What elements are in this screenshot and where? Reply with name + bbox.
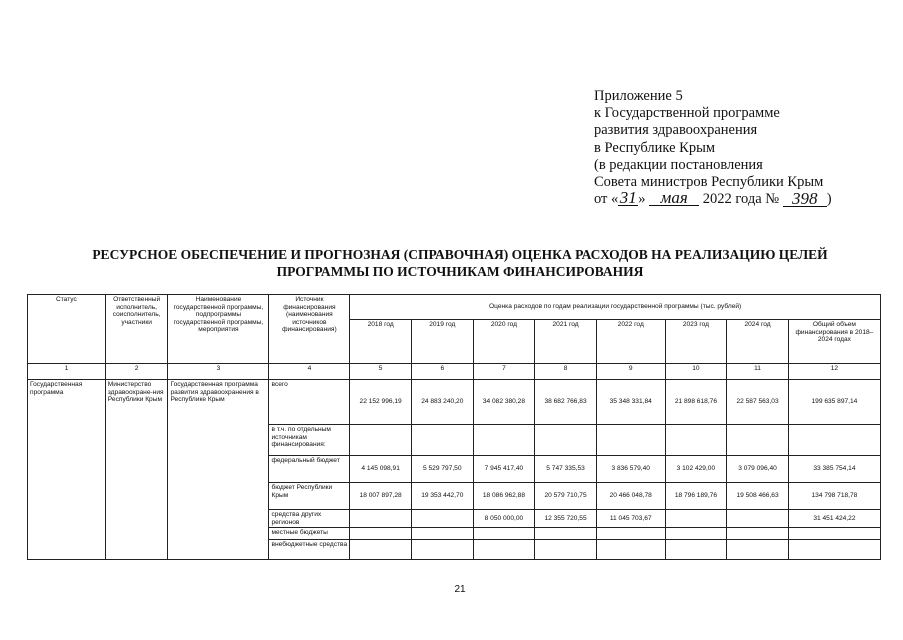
value-cell <box>411 528 473 540</box>
value-cell: 199 635 897,14 <box>788 380 880 425</box>
header-status: Статус <box>28 295 106 364</box>
value-cell <box>411 425 473 456</box>
header-line: к Государственной программе <box>594 105 780 122</box>
value-cell <box>411 510 473 528</box>
source-cell: средства других регионов <box>269 510 350 528</box>
value-cell: 134 798 718,78 <box>788 483 880 510</box>
column-index: 1 <box>28 364 106 380</box>
value-cell <box>350 425 412 456</box>
value-cell <box>788 528 880 540</box>
value-cell: 18 086 962,88 <box>473 483 535 510</box>
column-index: 4 <box>269 364 350 380</box>
source-cell: местные бюджеты <box>269 528 350 540</box>
table-header-row <box>28 295 881 320</box>
header-source: Источник финансирования (наименования источников финансирования) <box>269 295 350 364</box>
value-cell: 7 945 417,40 <box>473 456 535 483</box>
value-cell: 24 883 240,20 <box>411 380 473 425</box>
value-cell: 5 529 797,50 <box>411 456 473 483</box>
value-cell: 5 747 335,53 <box>535 456 597 483</box>
value-cell <box>350 540 412 560</box>
value-cell <box>473 540 535 560</box>
header-year: 2019 год <box>411 320 473 364</box>
source-cell: внебюджетные средства <box>269 540 350 560</box>
value-cell: 18 796 189,76 <box>665 483 727 510</box>
value-cell <box>596 528 665 540</box>
header-line: развития здравоохранения <box>594 122 758 139</box>
document-title <box>60 246 860 280</box>
handwritten-month: мая <box>649 191 699 206</box>
source-cell: всего <box>269 380 350 425</box>
value-cell <box>535 425 597 456</box>
handwritten-number: 398 <box>783 192 827 207</box>
header-line: Совета министров Республики Крым <box>594 174 824 191</box>
value-cell: 21 898 618,76 <box>665 380 727 425</box>
source-cell: федеральный бюджет <box>269 456 350 483</box>
value-cell: 18 007 897,28 <box>350 483 412 510</box>
column-index-row <box>28 364 881 380</box>
column-index: 8 <box>535 364 597 380</box>
value-cell: 12 355 720,55 <box>535 510 597 528</box>
header-year: 2022 год <box>596 320 665 364</box>
table-row <box>28 380 881 425</box>
value-cell: 8 050 000,00 <box>473 510 535 528</box>
column-index: 3 <box>168 364 269 380</box>
program-status: Государственная программа <box>28 380 106 560</box>
value-cell <box>350 510 412 528</box>
column-index: 5 <box>350 364 412 380</box>
header-estimate: Оценка расходов по годам реализации государственной программы (тыс. рублей) <box>350 295 881 320</box>
title-line-2: ПРОГРАММЫ ПО ИСТОЧНИКАМ ФИНАНСИРОВАНИЯ <box>276 264 644 279</box>
column-index: 12 <box>788 364 880 380</box>
value-cell <box>727 540 789 560</box>
value-cell <box>350 528 412 540</box>
value-cell <box>535 540 597 560</box>
value-cell <box>788 540 880 560</box>
value-cell: 20 579 710,75 <box>535 483 597 510</box>
column-index: 11 <box>727 364 789 380</box>
source-cell: в т.ч. по отдельным источникам финансирования: <box>269 425 350 456</box>
header-name: Наименование государственной программы, подпрограммы государственной программы, мероприятия <box>168 295 269 364</box>
column-index: 9 <box>596 364 665 380</box>
value-cell <box>473 425 535 456</box>
program-executor: Министерство здравоохране-ния Республики Крым <box>105 380 168 560</box>
column-index: 7 <box>473 364 535 380</box>
value-cell: 20 466 048,78 <box>596 483 665 510</box>
value-cell <box>788 425 880 456</box>
quote-close: » <box>638 191 646 208</box>
header-year: 2020 год <box>473 320 535 364</box>
source-cell: бюджет Республики Крым <box>269 483 350 510</box>
value-cell <box>665 528 727 540</box>
header-line: (в редакции постановления <box>594 156 763 173</box>
value-cell: 11 045 703,67 <box>596 510 665 528</box>
header-line: в Республике Крым <box>594 139 715 156</box>
value-cell <box>665 510 727 528</box>
value-cell: 3 079 096,40 <box>727 456 789 483</box>
value-cell: 3 102 429,00 <box>665 456 727 483</box>
appendix-header <box>594 88 894 208</box>
value-cell: 3 836 579,40 <box>596 456 665 483</box>
program-name: Государственная программа развития здравоохранения в Республике Крым <box>168 380 269 560</box>
resource-table <box>27 294 881 560</box>
value-cell <box>596 540 665 560</box>
value-cell <box>473 528 535 540</box>
header-line: Приложение 5 <box>594 88 683 104</box>
value-cell: 35 348 331,84 <box>596 380 665 425</box>
header-date-line <box>594 188 894 209</box>
value-cell <box>596 425 665 456</box>
close-paren: ) <box>826 191 832 208</box>
value-cell: 22 587 563,03 <box>727 380 789 425</box>
value-cell: 33 385 754,14 <box>788 456 880 483</box>
header-year: 2021 год <box>535 320 597 364</box>
column-index: 2 <box>105 364 168 380</box>
value-cell <box>535 528 597 540</box>
value-cell: 4 145 098,91 <box>350 456 412 483</box>
value-cell: 31 451 424,22 <box>788 510 880 528</box>
header-year: 2018 год <box>350 320 412 364</box>
value-cell <box>411 540 473 560</box>
header-year: 2023 год <box>665 320 727 364</box>
header-executor: Ответственный исполнитель, соисполнитель, участники <box>105 295 168 364</box>
column-index: 6 <box>411 364 473 380</box>
value-cell: 38 682 766,83 <box>535 380 597 425</box>
value-cell <box>727 425 789 456</box>
header-year: 2024 год <box>727 320 789 364</box>
header-total: Общий объем финансирования в 2018–2024 годах <box>788 320 880 364</box>
value-cell: 22 152 996,19 <box>350 380 412 425</box>
value-cell: 19 508 466,63 <box>727 483 789 510</box>
year-text: 2022 года № <box>702 191 780 208</box>
value-cell <box>665 540 727 560</box>
value-cell <box>665 425 727 456</box>
handwritten-day: 31 <box>619 188 637 208</box>
page-number: 21 <box>454 584 466 595</box>
value-cell: 34 082 380,28 <box>473 380 535 425</box>
column-index: 10 <box>665 364 727 380</box>
title-line-1: РЕСУРСНОЕ ОБЕСПЕЧЕНИЕ И ПРОГНОЗНАЯ (СПРАВОЧНАЯ) ОЦЕНКА РАСХОДОВ НА РЕАЛИЗАЦИЮ ЦЕЛЕЙ <box>92 247 828 262</box>
date-prefix: от « <box>594 191 619 208</box>
value-cell <box>727 528 789 540</box>
value-cell: 19 353 442,70 <box>411 483 473 510</box>
value-cell <box>727 510 789 528</box>
